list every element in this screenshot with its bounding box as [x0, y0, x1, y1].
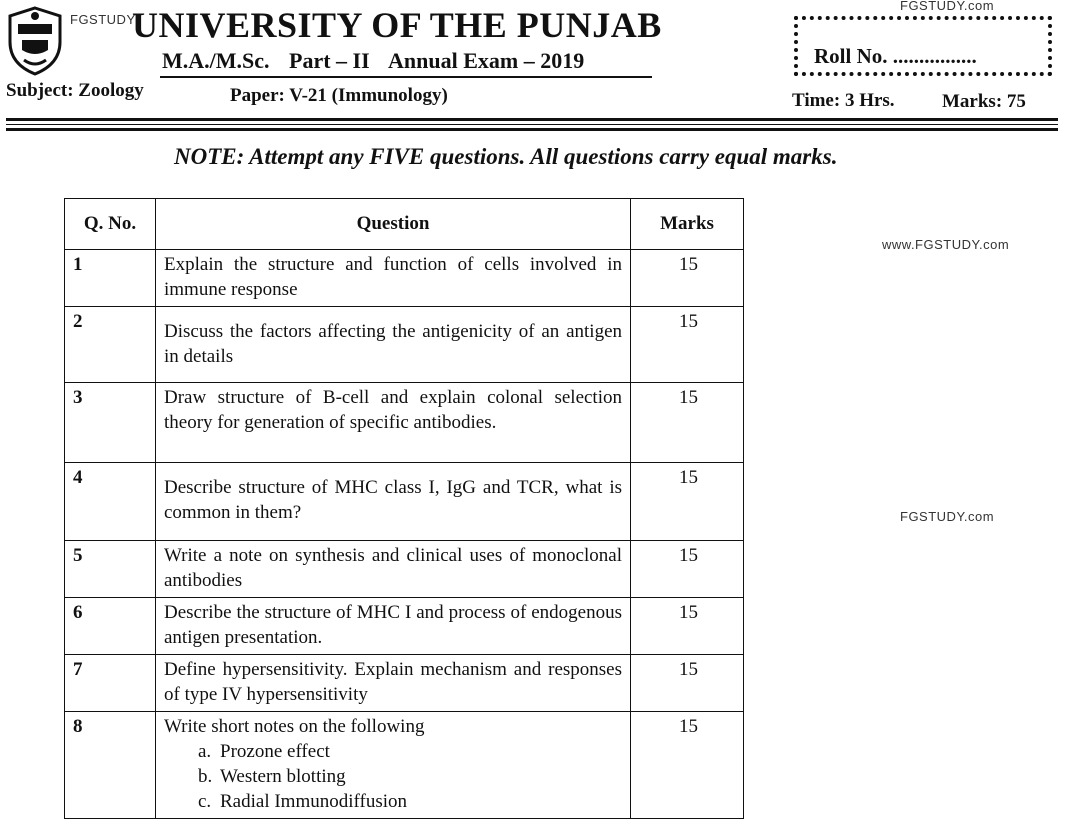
- sub-question-list: [164, 739, 622, 814]
- table-row: [65, 463, 744, 541]
- paper-label: Paper: V-21 (Immunology): [230, 85, 448, 106]
- question-number: 2: [65, 307, 156, 383]
- list-item: [198, 789, 622, 814]
- sub-item-letter: a.: [198, 741, 212, 762]
- header-divider-bottom: [6, 128, 1058, 131]
- question-marks: 15: [631, 463, 744, 541]
- part-label: Part – II: [289, 48, 370, 73]
- degree-label: M.A./M.Sc.: [162, 48, 270, 73]
- roll-number-label: Roll No. ................: [814, 44, 977, 68]
- table-row: [65, 383, 744, 463]
- header-divider-top: [6, 118, 1058, 121]
- question-text: Discuss the factors affecting the antigenicity of an antigen in details: [156, 307, 631, 383]
- university-crest-icon: [4, 4, 66, 76]
- question-marks: 15: [631, 598, 744, 655]
- table-row: [65, 250, 744, 307]
- question-marks: 15: [631, 712, 744, 819]
- header-qno: Q. No.: [65, 199, 156, 250]
- question-marks: 15: [631, 541, 744, 598]
- exam-underline: [160, 76, 652, 78]
- question-text: Write short notes on the following: [164, 716, 425, 737]
- question-cell: [156, 712, 631, 819]
- subject-label: Subject: Zoology: [6, 80, 144, 101]
- questions-table: [64, 198, 744, 819]
- question-text: Explain the structure and function of cells involved in immune response: [156, 250, 631, 307]
- watermark-mid-right: www.FGSTUDY.com: [882, 237, 1010, 252]
- university-title: UNIVERSITY OF THE PUNJAB: [132, 5, 662, 45]
- question-marks: 15: [631, 250, 744, 307]
- question-number: 4: [65, 463, 156, 541]
- question-number: 5: [65, 541, 156, 598]
- table-row: [65, 712, 744, 819]
- table-row: [65, 598, 744, 655]
- exam-note: NOTE: Attempt any FIVE questions. All questions carry equal marks.: [174, 144, 838, 169]
- watermark-lower-right: FGSTUDY.com: [900, 509, 995, 524]
- total-marks-label: Marks: 75: [942, 91, 1026, 112]
- header-question: Question: [156, 199, 631, 250]
- table-header-row: [65, 199, 744, 250]
- question-text: Draw structure of B-cell and explain colonal selection theory for generation of specific antibodies.: [156, 383, 631, 463]
- sub-item-text: Western blotting: [220, 766, 346, 787]
- question-number: 7: [65, 655, 156, 712]
- sub-item-text: Radial Immunodiffusion: [220, 791, 407, 812]
- header-marks: Marks: [631, 199, 744, 250]
- question-number: 1: [65, 250, 156, 307]
- exam-line: [162, 48, 598, 74]
- list-item: [198, 764, 622, 789]
- question-text: Define hypersensitivity. Explain mechanism and responses of type IV hypersensitivity: [156, 655, 631, 712]
- table-row: [65, 655, 744, 712]
- table-row: [65, 541, 744, 598]
- table-row: [65, 307, 744, 383]
- list-item: [198, 739, 622, 764]
- question-marks: 15: [631, 307, 744, 383]
- question-marks: 15: [631, 383, 744, 463]
- exam-label: Annual Exam – 2019: [387, 48, 585, 73]
- question-number: 8: [65, 712, 156, 819]
- question-text: Describe structure of MHC class I, IgG and TCR, what is common in them?: [156, 463, 631, 541]
- question-text: Describe the structure of MHC I and process of endogenous antigen presentation.: [156, 598, 631, 655]
- watermark-top-left: FGSTUDY: [70, 12, 136, 27]
- sub-item-letter: c.: [198, 791, 212, 812]
- header-divider-middle: [6, 124, 1058, 125]
- question-text: Write a note on synthesis and clinical uses of monoclonal antibodies: [156, 541, 631, 598]
- question-number: 3: [65, 383, 156, 463]
- sub-item-text: Prozone effect: [220, 741, 330, 762]
- time-label: Time: 3 Hrs.: [792, 90, 895, 111]
- question-marks: 15: [631, 655, 744, 712]
- sub-item-letter: b.: [198, 766, 213, 787]
- question-number: 6: [65, 598, 156, 655]
- watermark-top-right: FGSTUDY.com: [900, 0, 995, 13]
